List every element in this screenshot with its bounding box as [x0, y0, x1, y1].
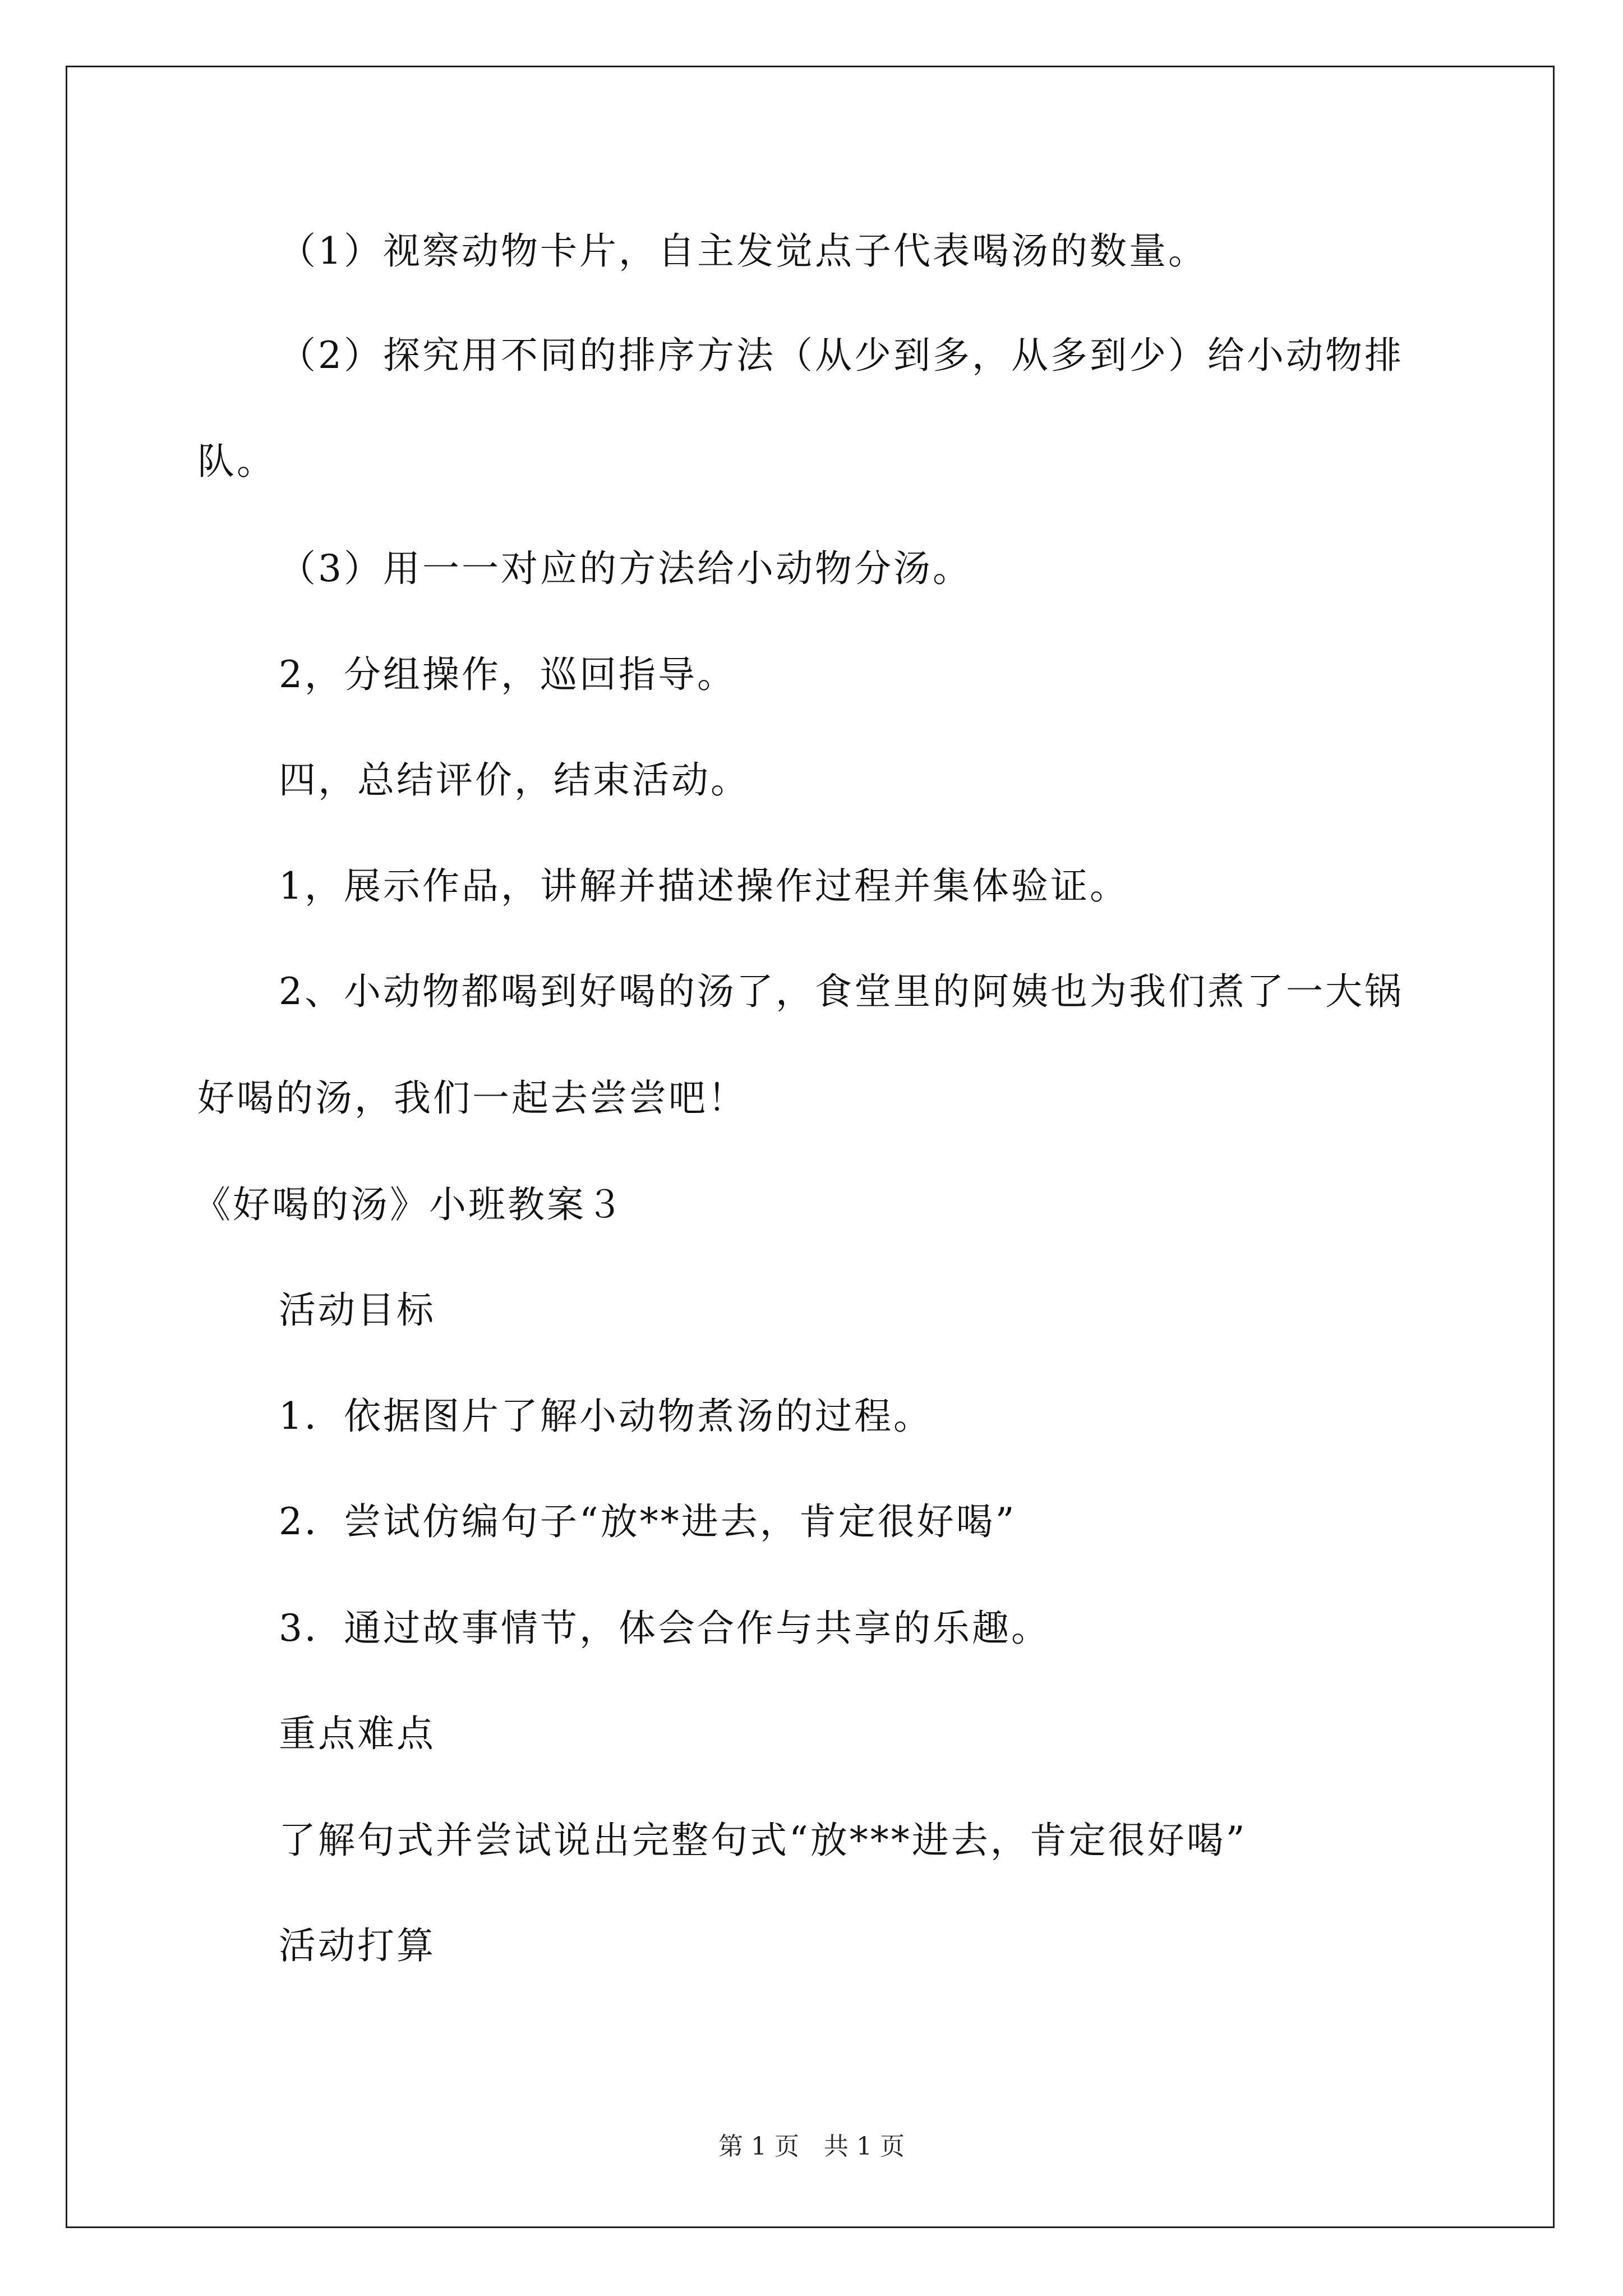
paragraph-explore-sorting-continued: 队。 — [197, 440, 276, 483]
goal-item-3: 3．通过故事情节，体会合作与共享的乐趣。 — [279, 1607, 1050, 1650]
section-heading-preparation: 活动打算 — [279, 1924, 436, 1967]
paragraph-show-works: 1，展示作品，讲解并描述操作过程并集体验证。 — [279, 864, 1129, 908]
paragraph-one-to-one: （3）用一一对应的方法给小动物分汤。 — [279, 547, 972, 590]
paragraph-key-points: 了解句式并尝试说出完整句式“放***进去，肯定很好喝” — [279, 1819, 1247, 1862]
page-number-footer: 第 1 页 共 1 页 — [718, 2132, 905, 2161]
goal-item-1: 1．依据图片了解小动物煮汤的过程。 — [279, 1395, 933, 1438]
page-border — [66, 66, 1555, 2228]
lesson-plan-title: 《好喝的汤》小班教案３ — [193, 1183, 625, 1226]
paragraph-soup-canteen-continued: 好喝的汤，我们一起去尝尝吧！ — [197, 1076, 747, 1120]
paragraph-explore-sorting: （2）探究用不同的排序方法（从少到多，从多到少）给小动物排 — [279, 334, 1404, 377]
section-heading-goals: 活动目标 — [279, 1289, 436, 1332]
section-heading-summary: 四，总结评价，结束活动。 — [279, 758, 750, 802]
paragraph-soup-canteen: 2、小动物都喝到好喝的汤了，食堂里的阿姨也为我们煮了一大锅 — [279, 970, 1404, 1013]
section-heading-key-points: 重点难点 — [279, 1712, 436, 1755]
paragraph-observe-cards: （1）视察动物卡片，自主发觉点子代表喝汤的数量。 — [279, 229, 1207, 273]
paragraph-group-operation: 2，分组操作，巡回指导。 — [279, 653, 736, 696]
goal-item-2: 2．尝试仿编句子“放**进去，肯定很好喝” — [279, 1500, 1017, 1543]
